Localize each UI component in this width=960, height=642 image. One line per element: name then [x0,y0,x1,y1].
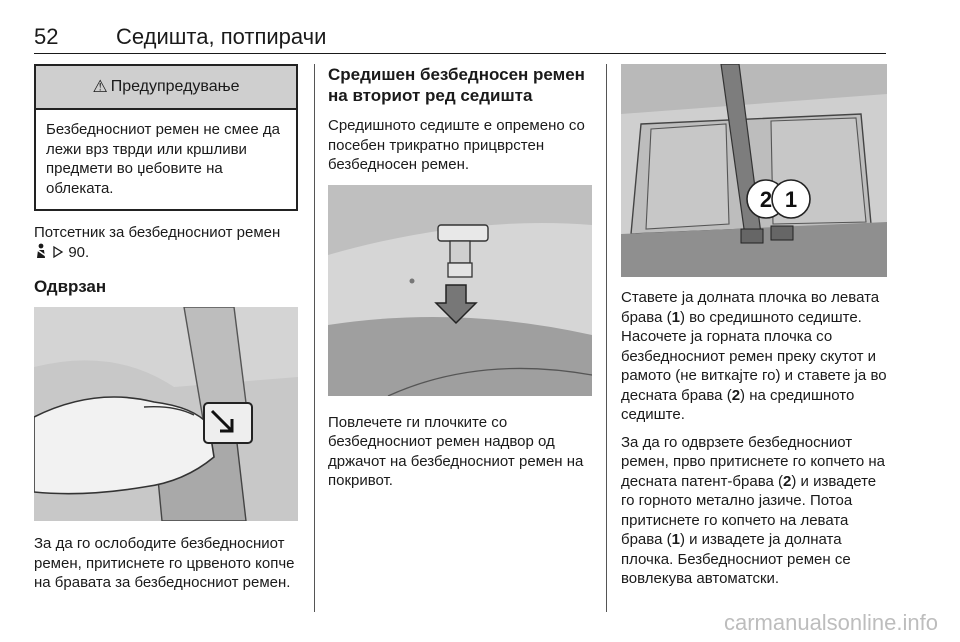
fasten-text-2: ) во средишното седиште. Насочете ја горната плочка со безбедносниот ремен преку скутот и рамото (не виткајте го) и ставете ја во десната брава ( [621,308,887,404]
column-3 [621,64,887,589]
pull-plates-text: Повлечете ги плочките со безбедносниот ремен надвор од држачот на безбедносниот ремен на покривот. [328,413,584,489]
page-number: 52 [34,24,59,49]
warning-triangle-icon: ⚠ [92,77,108,96]
warning-text: Безбедносниот ремен не смее да лежи врз тврди или кршливи предмети во џебовите на облеката. [46,121,280,197]
page-reference-arrow-icon [52,245,64,265]
fasten-text-3: ) на средишното седиште. [621,386,855,423]
page-header [34,24,886,54]
unfasten-text: За да го ослободите безбедносниот ремен, притиснете го црвеното копче на бравата за безбедносниот ремен. [34,535,295,591]
buckle-release-illustration [34,307,298,521]
rear-seat-buckles-illustration [621,64,887,277]
header-rule [34,53,886,54]
warning-title: Предупредување [110,78,240,95]
fasten-ref-1: 1 [671,308,680,326]
callout-1: 1 [784,187,798,212]
warning-box [34,64,298,211]
warning-header [36,66,296,110]
watermark: carmanualsonline.info [723,610,938,635]
center-belt-heading: Средишен безбедносен ремен на вториот ред седишта [328,65,585,105]
column-divider [606,64,607,612]
page-title: Седишта, потпирачи [116,24,327,49]
column-1 [34,64,298,593]
column-divider [314,64,315,612]
fasten-text-1: Ставете ја долната плочка во левата брава ( [621,289,880,326]
unfasten-ref-1: 1 [671,531,680,548]
reminder-page-ref: 90. [68,243,90,261]
fasten-ref-2: 2 [731,386,741,404]
unfasten-text-3: ) и извадете ја долната плочка. Безбедносниот ремен се вовлекува автоматски. [621,531,851,587]
column-2 [328,64,592,491]
fasten-instructions [621,288,887,425]
reminder-paragraph [34,223,298,264]
unfasten-text-1: За да го одврзете безбедносниот ремен, прво притиснете го копчето на десната патент-брава ( [621,433,886,490]
unfasten-instructions [621,433,887,589]
reminder-text: Потсетник за безбедносниот ремен [34,224,281,241]
unfasten-ref-2: 2 [783,472,792,490]
center-belt-intro: Средишното седиште е опремено со посебен трикратно прицврстен безбедносен ремен. [328,117,585,173]
callout-2: 2 [759,187,773,212]
seatbelt-person-icon [34,243,48,265]
roof-belt-holder-illustration [328,185,592,396]
unfasten-heading: Одврзан [34,277,107,296]
unfasten-text-2: ) и извадете го горното метално јазиче. Потоа притиснете го копчето на левата брава ( [621,472,877,548]
